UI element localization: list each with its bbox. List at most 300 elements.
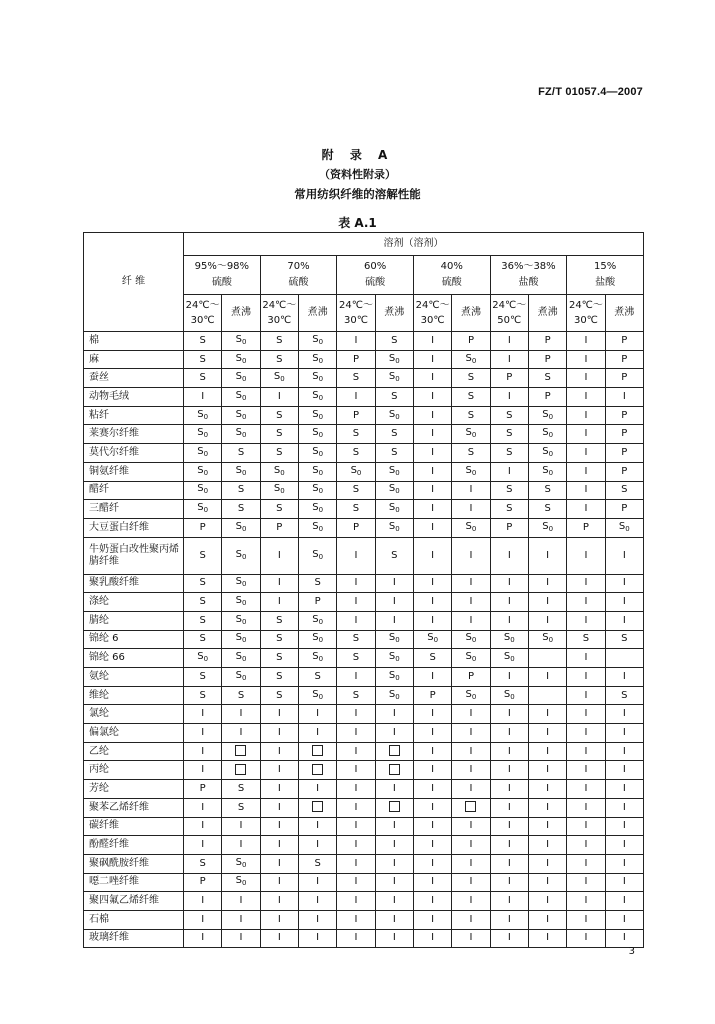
value-subscript: 0	[241, 636, 247, 645]
table-row	[84, 668, 644, 687]
table-cell: I	[260, 873, 298, 892]
table-cell: P	[605, 462, 643, 481]
table-cell	[298, 611, 336, 630]
table-cell	[222, 574, 260, 593]
table-cell: I	[605, 742, 643, 761]
table-cell: I	[605, 780, 643, 799]
table-cell: I	[605, 705, 643, 724]
table-cell: I	[528, 705, 566, 724]
table-cell	[298, 369, 336, 388]
empty-box-symbol	[235, 745, 246, 756]
table-cell	[222, 388, 260, 407]
value-subscript: 0	[395, 524, 400, 533]
table-cell: I	[567, 574, 605, 593]
fiber-name: 氯纶	[84, 705, 184, 724]
condition-header	[452, 295, 490, 332]
table-cell: I	[260, 929, 298, 948]
table-cell: I	[605, 668, 643, 687]
value-subscript: 0	[395, 673, 400, 682]
fiber-name: 偏氯纶	[84, 724, 184, 743]
table-cell: I	[222, 929, 260, 948]
value-subscript: 0	[241, 673, 247, 682]
table-cell: S	[260, 630, 298, 649]
table-cell: I	[375, 892, 413, 911]
table-cell: I	[452, 537, 490, 574]
empty-box-symbol	[389, 745, 400, 756]
fiber-name: 麻	[84, 350, 184, 369]
solubility-table	[83, 232, 644, 948]
table-row	[84, 817, 644, 836]
table-cell: I	[567, 798, 605, 817]
table-cell: I	[490, 892, 528, 911]
table-cell: I	[337, 929, 375, 948]
value-symbol: S	[542, 464, 549, 476]
value-subscript: 0	[318, 337, 324, 346]
table-cell: S	[605, 481, 643, 500]
condition-line: 24℃～	[492, 299, 527, 311]
table-cell: I	[605, 574, 643, 593]
table-row	[84, 574, 644, 593]
table-cell: I	[337, 780, 375, 799]
value-subscript: 0	[318, 487, 324, 496]
value-subscript: 0	[280, 468, 285, 477]
reagent-group	[413, 256, 490, 295]
table-cell: I	[490, 388, 528, 407]
table-row	[84, 350, 644, 369]
table-cell: S	[184, 332, 222, 351]
value-symbol: S	[312, 520, 319, 532]
table-cell	[375, 500, 413, 519]
table-row	[84, 742, 644, 761]
fiber-name: 锦纶 6	[84, 630, 184, 649]
fiber-name: 铜氨纤维	[84, 462, 184, 481]
fiber-name: 涤纶	[84, 593, 184, 612]
condition-line: 30℃	[343, 314, 368, 326]
table-row	[84, 630, 644, 649]
value-subscript: 0	[471, 524, 477, 533]
table-cell: S	[337, 481, 375, 500]
table-cell: I	[337, 724, 375, 743]
value-symbol: S	[197, 445, 204, 457]
table-cell	[184, 425, 222, 444]
table-cell: I	[490, 574, 528, 593]
table-cell: I	[567, 332, 605, 351]
reagent-concentration: 36%～38%	[501, 261, 556, 272]
fiber-name: 丙纶	[84, 761, 184, 780]
condition-line: 24℃～	[415, 299, 450, 311]
table-cell: I	[452, 836, 490, 855]
reagent-group	[184, 256, 261, 295]
table-cell: I	[490, 910, 528, 929]
table-cell: S	[260, 686, 298, 705]
table-cell	[222, 630, 260, 649]
value-symbol: S	[503, 688, 511, 700]
table-cell: I	[260, 798, 298, 817]
table-row	[84, 611, 644, 630]
table-cell	[375, 649, 413, 668]
table-cell: I	[567, 444, 605, 463]
table-cell: I	[528, 836, 566, 855]
table-cell: P	[528, 332, 566, 351]
table-cell: I	[490, 780, 528, 799]
table-cell: S	[567, 630, 605, 649]
table-cell: S	[298, 574, 336, 593]
table-cell: P	[337, 350, 375, 369]
table-cell: I	[375, 836, 413, 855]
condition-line: 煮沸	[307, 307, 328, 318]
table-cell: I	[184, 705, 222, 724]
table-cell	[452, 630, 490, 649]
table-cell	[222, 649, 260, 668]
table-cell: S	[184, 686, 222, 705]
annex-label: 附 录 A	[321, 148, 394, 162]
table-cell	[222, 742, 260, 761]
value-subscript: 0	[241, 617, 247, 626]
table-cell	[222, 406, 260, 425]
table-cell: I	[413, 593, 451, 612]
fiber-name: 玻璃纤维	[84, 929, 184, 948]
condition-line: 50℃	[497, 314, 522, 326]
condition-header	[260, 295, 298, 332]
table-cell: I	[567, 836, 605, 855]
table-cell: I	[222, 817, 260, 836]
table-cell: I	[528, 798, 566, 817]
value-symbol: S	[312, 445, 319, 457]
value-symbol: S	[235, 856, 242, 868]
fiber-name: 芳纶	[84, 780, 184, 799]
reagent-group	[260, 256, 337, 295]
table-cell: S	[260, 500, 298, 519]
table-row	[84, 500, 644, 519]
table-cell: S	[184, 593, 222, 612]
table-cell: I	[260, 388, 298, 407]
table-cell	[222, 369, 260, 388]
table-cell	[375, 742, 413, 761]
condition-header	[375, 295, 413, 332]
value-symbol: S	[312, 389, 319, 401]
table-row	[84, 388, 644, 407]
table-cell: P	[605, 350, 643, 369]
table-cell: I	[567, 742, 605, 761]
table-cell: I	[413, 817, 451, 836]
value-subscript: 0	[471, 692, 477, 701]
table-cell: I	[452, 873, 490, 892]
value-symbol: S	[312, 371, 319, 383]
table-cell: S	[222, 798, 260, 817]
value-symbol: S	[235, 875, 242, 887]
table-cell: I	[298, 817, 336, 836]
value-symbol: S	[235, 408, 242, 420]
table-cell: I	[222, 892, 260, 911]
table-cell: S	[528, 500, 566, 519]
table-row	[84, 518, 644, 537]
table-cell: I	[298, 724, 336, 743]
table-cell	[298, 649, 336, 668]
value-symbol: S	[465, 352, 472, 364]
table-cell: I	[490, 742, 528, 761]
value-subscript: 0	[395, 487, 400, 496]
value-subscript: 0	[471, 636, 477, 645]
table-cell: I	[413, 854, 451, 873]
reagent-concentration: 95%～98%	[194, 261, 250, 272]
value-subscript: 0	[395, 412, 400, 421]
table-cell: S	[260, 406, 298, 425]
table-cell: I	[528, 929, 566, 948]
table-cell: I	[605, 537, 643, 574]
condition-line: 煮沸	[460, 307, 481, 318]
table-cell: I	[605, 388, 643, 407]
table-cell: I	[452, 500, 490, 519]
table-cell: I	[452, 574, 490, 593]
table-cell: I	[413, 481, 451, 500]
table-cell: S	[490, 500, 528, 519]
table-cell	[528, 462, 566, 481]
value-subscript: 0	[395, 636, 400, 645]
value-symbol: S	[235, 333, 242, 345]
table-cell: S	[260, 425, 298, 444]
table-cell: I	[567, 668, 605, 687]
table-row	[84, 537, 644, 574]
table-cell	[375, 518, 413, 537]
table-cell: P	[413, 686, 451, 705]
table-cell: I	[337, 761, 375, 780]
value-subscript: 0	[241, 599, 247, 608]
table-cell: I	[452, 780, 490, 799]
table-cell: S	[184, 611, 222, 630]
table-cell: I	[298, 873, 336, 892]
value-symbol: S	[427, 632, 434, 644]
table-cell: I	[490, 761, 528, 780]
table-cell: I	[375, 873, 413, 892]
table-cell: I	[337, 668, 375, 687]
table-cell: I	[605, 724, 643, 743]
table-cell: S	[222, 481, 260, 500]
fiber-name: 莫代尔纤维	[84, 444, 184, 463]
table-cell	[222, 350, 260, 369]
table-cell: P	[605, 500, 643, 519]
table-cell: I	[260, 892, 298, 911]
table-cell: I	[375, 574, 413, 593]
fiber-name: 聚乳酸纤维	[84, 574, 184, 593]
table-cell: I	[260, 910, 298, 929]
value-symbol: S	[235, 669, 242, 681]
table-cell: I	[490, 462, 528, 481]
table-cell: S	[452, 388, 490, 407]
table-cell: I	[452, 724, 490, 743]
value-subscript: 0	[241, 860, 247, 869]
value-subscript: 0	[318, 524, 324, 533]
table-cell: I	[184, 910, 222, 929]
value-subscript: 0	[203, 655, 209, 664]
empty-box-symbol	[235, 764, 246, 775]
table-cell	[375, 686, 413, 705]
value-subscript: 0	[625, 524, 630, 533]
value-symbol: S	[388, 520, 396, 532]
table-row	[84, 873, 644, 892]
fiber-name: 聚砜酰胺纤维	[84, 854, 184, 873]
table-cell	[298, 481, 336, 500]
table-cell: I	[452, 892, 490, 911]
value-subscript: 0	[433, 636, 439, 645]
value-subscript: 0	[241, 524, 247, 533]
table-row	[84, 836, 644, 855]
value-symbol: S	[235, 576, 242, 588]
table-cell: I	[528, 817, 566, 836]
table-cell: I	[413, 798, 451, 817]
value-subscript: 0	[548, 636, 554, 645]
table-cell: I	[567, 500, 605, 519]
table-cell: S	[298, 854, 336, 873]
table-cell	[413, 630, 451, 649]
value-subscript: 0	[548, 468, 554, 477]
table-cell: I	[490, 873, 528, 892]
table-cell: I	[337, 910, 375, 929]
reagent-group	[490, 256, 567, 295]
table-cell: I	[260, 705, 298, 724]
value-subscript: 0	[203, 412, 209, 421]
value-subscript: 0	[241, 431, 247, 440]
table-cell: S	[605, 630, 643, 649]
table-cell: I	[260, 836, 298, 855]
table-cell: I	[567, 388, 605, 407]
page-number: 3	[628, 946, 635, 957]
table-cell: I	[452, 611, 490, 630]
table-cell	[222, 668, 260, 687]
table-cell: I	[490, 798, 528, 817]
table-cell: I	[413, 780, 451, 799]
table-cell: S	[605, 686, 643, 705]
fiber-name: 蚕丝	[84, 369, 184, 388]
table-cell	[222, 761, 260, 780]
reagent-concentration: 40%	[440, 261, 463, 272]
table-cell: I	[413, 910, 451, 929]
table-cell: P	[605, 406, 643, 425]
annex-nature: （资料性附录）	[319, 168, 396, 181]
table-cell: I	[413, 388, 451, 407]
fiber-name: 腈纶	[84, 611, 184, 630]
table-cell	[375, 406, 413, 425]
table-cell: I	[605, 854, 643, 873]
table-cell: S	[337, 444, 375, 463]
table-cell: I	[567, 649, 605, 668]
table-cell: I	[413, 462, 451, 481]
table-cell: I	[528, 537, 566, 574]
table-cell: S	[184, 369, 222, 388]
table-cell: I	[298, 780, 336, 799]
reagent-name: 硫酸	[211, 277, 232, 288]
table-cell: S	[260, 668, 298, 687]
fiber-name: 维纶	[84, 686, 184, 705]
condition-header	[298, 295, 336, 332]
table-cell: I	[184, 742, 222, 761]
value-symbol: S	[503, 632, 511, 644]
table-cell	[222, 332, 260, 351]
condition-header	[222, 295, 260, 332]
value-symbol: S	[503, 651, 511, 663]
value-symbol: S	[312, 408, 319, 420]
value-symbol: S	[388, 464, 396, 476]
table-cell: I	[452, 817, 490, 836]
table-cell	[452, 649, 490, 668]
table-cell: I	[567, 406, 605, 425]
value-subscript: 0	[318, 552, 324, 561]
table-cell: I	[337, 705, 375, 724]
table-cell	[222, 854, 260, 873]
table-cell	[452, 462, 490, 481]
table-cell: S	[528, 369, 566, 388]
table-cell	[222, 425, 260, 444]
table-cell	[298, 425, 336, 444]
table-row	[84, 892, 644, 911]
table-row	[84, 369, 644, 388]
value-subscript: 0	[203, 468, 209, 477]
table-row	[84, 332, 644, 351]
value-symbol: S	[273, 371, 281, 383]
fiber-name: 聚苯乙烯纤维	[84, 798, 184, 817]
condition-line: 煮沸	[230, 307, 251, 318]
empty-box-symbol	[312, 745, 323, 756]
reagent-group	[567, 256, 644, 295]
table-cell	[298, 462, 336, 481]
condition-line: 30℃	[420, 314, 445, 326]
table-cell: I	[260, 854, 298, 873]
annex-title: 常用纺织纤维的溶解性能	[294, 187, 421, 201]
table-cell: I	[452, 705, 490, 724]
value-subscript: 0	[318, 356, 324, 365]
value-symbol: S	[388, 483, 396, 495]
value-subscript: 0	[241, 337, 247, 346]
table-cell: P	[337, 518, 375, 537]
table-cell: I	[567, 425, 605, 444]
reagent-concentration: 60%	[364, 261, 387, 272]
table-cell	[528, 686, 566, 705]
table-cell: P	[605, 425, 643, 444]
value-subscript: 0	[471, 431, 477, 440]
value-subscript: 0	[318, 412, 324, 421]
table-cell	[298, 742, 336, 761]
table-cell: I	[413, 537, 451, 574]
value-symbol: S	[465, 427, 472, 439]
table-cell	[375, 798, 413, 817]
table-row	[84, 705, 644, 724]
table-cell	[375, 369, 413, 388]
table-cell: S	[413, 649, 451, 668]
value-symbol: S	[542, 408, 549, 420]
table-cell: I	[490, 332, 528, 351]
table-cell: I	[605, 836, 643, 855]
table-cell: I	[567, 873, 605, 892]
table-cell: I	[528, 780, 566, 799]
value-symbol: S	[235, 389, 242, 401]
value-symbol: S	[388, 651, 396, 663]
table-row	[84, 686, 644, 705]
table-cell	[528, 630, 566, 649]
table-cell: I	[567, 369, 605, 388]
table-cell: I	[567, 817, 605, 836]
value-subscript: 0	[395, 468, 400, 477]
table-cell: S	[490, 481, 528, 500]
table-row	[84, 929, 644, 948]
table-cell: S	[337, 500, 375, 519]
table-cell: S	[337, 425, 375, 444]
table-cell	[528, 518, 566, 537]
table-cell: P	[452, 332, 490, 351]
empty-box-symbol	[389, 764, 400, 775]
table-cell: I	[184, 798, 222, 817]
table-cell: S	[337, 686, 375, 705]
table-cell: P	[184, 518, 222, 537]
table-row	[84, 406, 644, 425]
